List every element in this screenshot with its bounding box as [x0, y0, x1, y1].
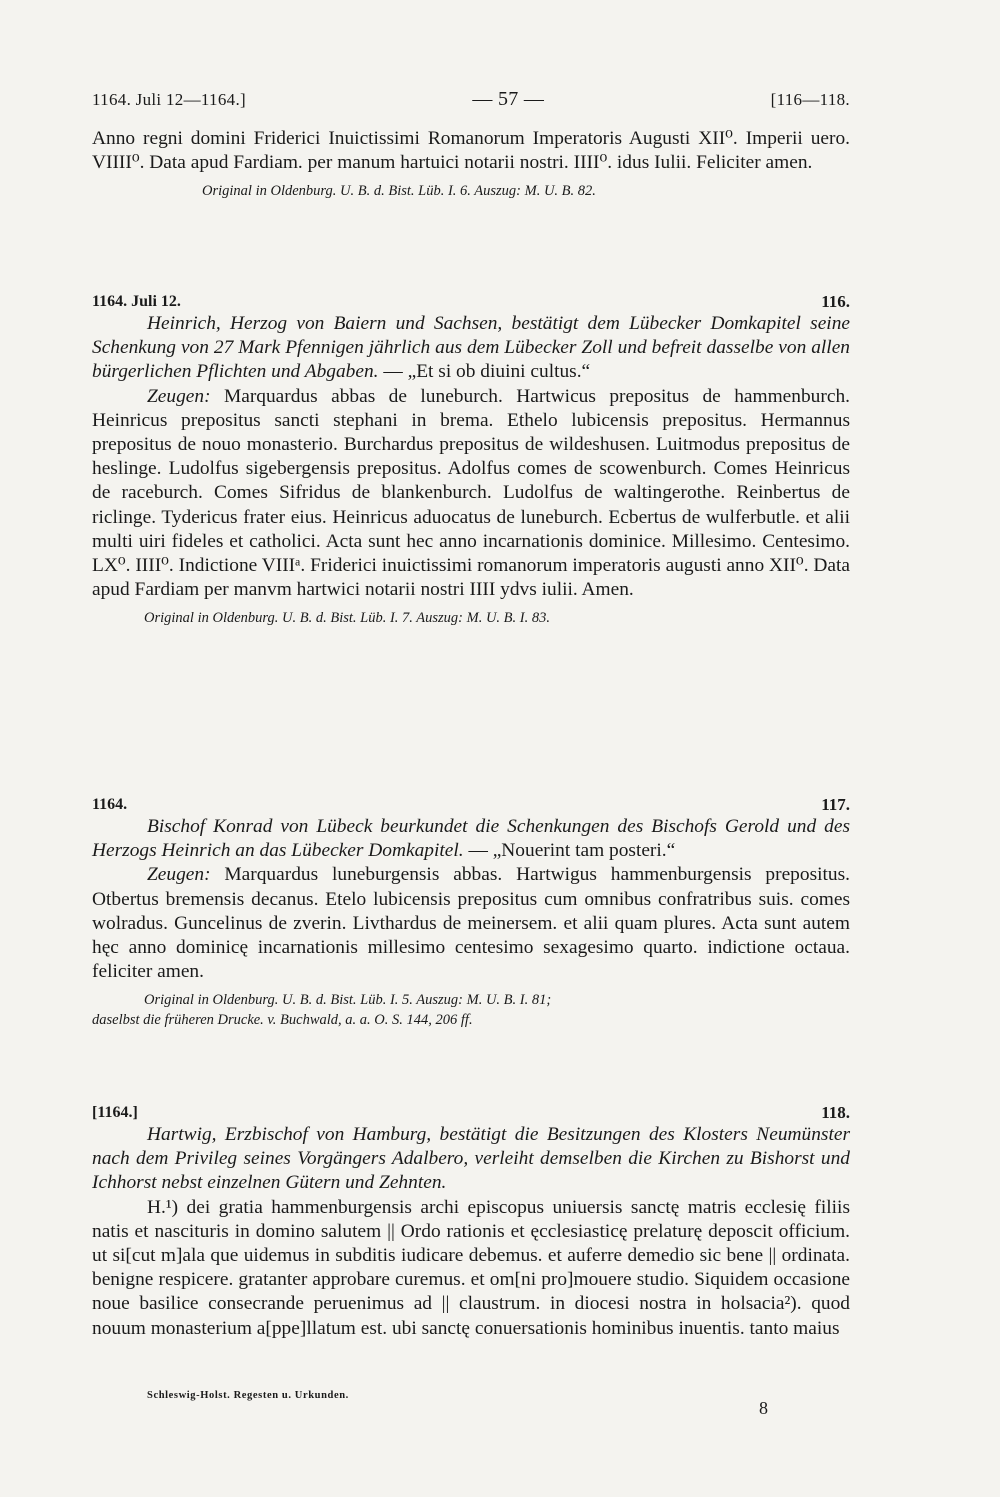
entry-number: 116. — [821, 292, 850, 311]
entry-head — [92, 292, 850, 312]
summary-italic: Bischof Konrad von Lübeck beurkundet die Schenkungen des Bischofs Gerold und des Herzogs Heinrich an das Lübecker Domkapitel. — [92, 816, 850, 862]
incipit: — „Nouerint tam posteri.“ — [463, 840, 676, 862]
entry-117 — [92, 795, 850, 1030]
summary-italic: Heinrich, Herzog von Baiern und Sachsen, bestätigt dem Lübecker Domkapitel seine Schenkung von 27 Mark Pfennigen jährlich aus dem Lübecker Zoll und befreit dasselbe von allen bürgerlichen Pflichten und Abgaben. — [92, 313, 850, 383]
page-footer — [147, 1390, 768, 1419]
intro-source: Original in Oldenburg. U. B. d. Bist. Lüb. I. 6. Auszug: M. U. B. 82. — [202, 183, 596, 200]
entry-text: H.¹) dei gratia hammenburgensis archi episcopus uniuersis sanctę matris ecclesię filiis natis et nascituris in domino salutem || Ordo rationis et ęcclesiasticę prelaturę deposcit officium. ut si[cut m]ala que uidemus in subditis iudicare debemus. et auferre demedio sic bene || ordinata. benigne respicere. gratanter approbare curemus. et om[ni pro]mouere studio. Siquidem occasione noue basilice consecrande peruenimus ad || claustrum. in diocesi nostra in holsacia²). quod nouum monasterium a[ppe]llatum est. ubi sanctę conuersationis hominibus inuentis. tanto maius — [92, 1196, 850, 1339]
entry-text — [92, 385, 850, 603]
header-right: [116—118. — [770, 90, 850, 109]
intro-block — [92, 127, 850, 201]
witness-text: Marquardus abbas de luneburch. Hartwicus prepositus de hammenburch. Heinricus prepositus sancti stephani in brema. Ethelo lubicensis prepositus. Hermannus prepositus de nouo monasterio. Burchardus prepositus de wildeshusen. Luitmodus prepositus de heslinge. Ludolfus sigebergensis prepositus. Adolfus comes de scowenburch. Comes Heinricus de raceburch. Comes Sifridus de blankenburch. Ludolfus de waltingerothe. Reinbertus de riclinge. Tydericus frater eius. Heinricus aduocatus de luneburch. Ecbertus de wulferbutle. et alii multi uiri fideles et catholici. Acta sunt hec anno incarnationis dominice. Millesimo. Centesimo. LX⁰. IIII⁰. Indictione VIIIᵃ. Friderici inuictissimi romanorum imperatoris augusti anno XII⁰. Data apud Fardiam per manvm hartwici notarii nostri IIII ydvs iulii. Amen. — [92, 385, 850, 601]
entry-summary — [92, 312, 850, 385]
entry-116 — [92, 292, 850, 628]
entry-head — [92, 795, 850, 815]
entry-source: Original in Oldenburg. U. B. d. Bist. Lüb. I. 7. Auszug: M. U. B. I. 83. — [144, 610, 550, 627]
witness-text: Marquardus luneburgensis abbas. Hartwigus hammenburgensis prepositus. Otbertus bremensis decanus. Etelo lubicensis prepositus cum omnibus confratribus suis. comes wolradus. Guncelinus de zverin. Livthardus de meinersem. et alii quam plures. Acta sunt autem hęc anno dominicę incarnationis millesimo centesimo sexagesimo quarto. indictione octaua. feliciter amen. — [92, 864, 850, 983]
intro-text: Anno regni domini Friderici Inuictissimi Romanorum Imperatoris Augusti XII⁰. Imperii uero. VIIII⁰. Data apud Fardiam. per manum hartuici notarii nostri. IIII⁰. idus Iulii. Feliciter amen. — [92, 128, 850, 174]
page-number: — 57 — — [472, 88, 545, 110]
entry-number: 117. — [821, 795, 850, 814]
entry-summary — [92, 1123, 850, 1196]
entry-summary — [92, 815, 850, 863]
entry-number: 118. — [821, 1103, 850, 1122]
entry-text — [92, 863, 850, 984]
entry-date: 1164. — [92, 796, 128, 813]
header-left: 1164. Juli 12—1164.] — [92, 90, 246, 109]
running-header — [92, 88, 850, 111]
entry-date: [1164.] — [92, 1104, 138, 1121]
footer-series: Schleswig-Holst. Regesten u. Urkunden. — [147, 1390, 349, 1401]
entry-head — [92, 1103, 850, 1123]
entry-118 — [92, 1103, 850, 1341]
witness-label: Zeugen: — [147, 385, 211, 407]
incipit: — „Et si ob diuini cultus.“ — [378, 361, 591, 383]
entry-source-line2: daselbst die früheren Drucke. v. Buchwald, a. a. O. S. 144, 206 ff. — [92, 1012, 473, 1029]
entry-date: 1164. Juli 12. — [92, 293, 181, 310]
entry-source-line1: Original in Oldenburg. U. B. d. Bist. Lüb. I. 5. Auszug: M. U. B. I. 81; — [144, 992, 552, 1009]
witness-label: Zeugen: — [147, 864, 211, 886]
summary-italic: Hartwig, Erzbischof von Hamburg, bestätigt die Besitzungen des Klosters Neumünster nach dem Privileg seines Vorgängers Adalbero, verleiht demselben die Kirchen zu Bishorst und Ichhorst nebst einzelnen Gütern und Zehnten. — [92, 1124, 850, 1194]
footer-signature: 8 — [759, 1398, 768, 1418]
